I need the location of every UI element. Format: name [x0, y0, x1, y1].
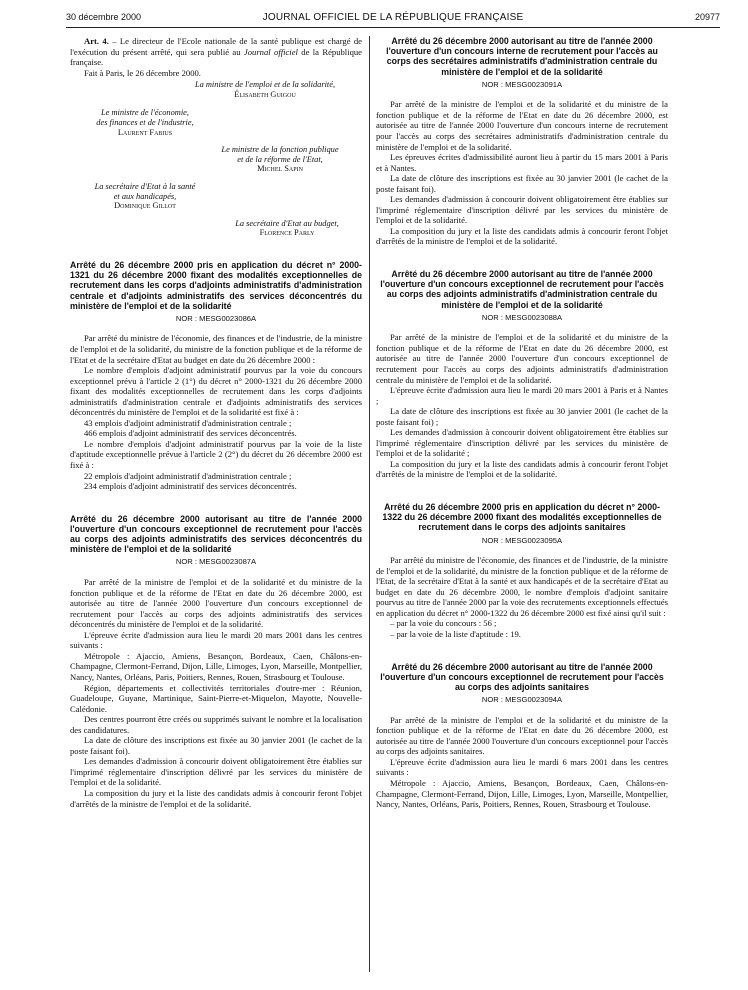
signature-name: Florence Parly: [259, 228, 315, 238]
signature-budget: [212, 219, 362, 238]
paragraph: Par arrêté du ministre de l'économie, des finances et de l'industrie, de la ministre de l'emploi et de la solidarité, du ministre de la fonction publique et de la réforme de l'Etat et de la secrétaire d'Etat au budget en date du 26 décembre 2000 :: [70, 333, 362, 365]
paragraph: L'épreuve écrite d'admission aura lieu le mardi 20 mars 2001 dans les centres suivants :: [70, 629, 362, 651]
article-title-concours-secretaires: Arrêté du 26 décembre 2000 autorisant au titre de l'année 2000 l'ouverture d'un concours interne de recrutement pour l'accès au corps des secrétaires administratifs d'administration centrale du ministère de l'emploi et de la solidarité: [386, 36, 658, 77]
paragraph: 22 emplois d'adjoint administratif d'administration centrale ;: [84, 470, 292, 481]
signature-sante: [70, 182, 220, 211]
paragraph: Les épreuves écrites d'admissibilité auront lieu à partir du 15 mars 2001 à Paris et à Nantes.: [376, 152, 668, 173]
list-item: – par la voie de la liste d'aptitude : 19.: [390, 629, 521, 640]
signature-role: et aux handicapés,: [113, 191, 177, 201]
header-date: 30 décembre 2000: [66, 12, 142, 22]
paragraph: Par arrêté de la ministre de l'emploi et de la solidarité et du ministre de la fonction publique et de la réforme de l'Etat en date du 26 décembre 2000, est autorisée au titre de l'année 2000 l'ouverture d'un concours exceptionnel de recrutement pour l'accès au corps des adjoints administratifs des services déconcentrés du ministère de l'emploi et de la solidarité.: [70, 577, 362, 630]
article-title-decret-1321: Arrêté du 26 décembre 2000 pris en application du décret n° 2000-1321 du 26 décembre 2000 fixant des modalités exceptionnelles de recrutement dans les corps d'adjoints administratifs d'administration centrale et d'adjoints administratifs des services déconcentrés du ministère de l'emploi et de la solidarité: [70, 259, 362, 311]
nor-reference: NOR : MESG0023087A: [175, 557, 257, 567]
nor-reference: NOR : MESG0023095A: [481, 535, 563, 545]
nor-reference: NOR : MESG0023086A: [175, 313, 257, 323]
paragraph: Les demandes d'admission à concourir doivent obligatoirement être établies sur l'imprimé réglementaire d'inscription délivré par les services du ministère de l'emploi et de la solidarité.: [70, 756, 362, 788]
journal-title: JOURNAL OFFICIEL DE LA RÉPUBLIQUE FRANÇAISE: [262, 12, 524, 23]
nor-reference: NOR : MESG0023088A: [481, 312, 563, 322]
paragraph: Les demandes d'admission à concourir doivent obligatoirement être établies sur l'imprimé réglementaire d'inscription délivré par les services du ministère de l'emploi et de la solidarité ;: [376, 427, 668, 459]
article-4-text-end: de la République française.: [70, 46, 362, 68]
paragraph: 234 emplois d'adjoint administratif des services déconcentrés.: [84, 481, 297, 492]
paragraph: L'épreuve écrite d'admission aura lieu le mardi 6 mars 2001 dans les centres suivants :: [376, 756, 668, 778]
paragraph: 43 emplois d'adjoint administratif d'administration centrale ;: [84, 417, 292, 428]
paragraph: La composition du jury et la liste des candidats admis à concourir feront l'objet d'arrêtés de la ministre de l'emploi et de la solidarité.: [376, 225, 668, 247]
paragraph: Par arrêté de la ministre de l'emploi et de la solidarité et du ministre de la fonction publique et de la réforme de l'Etat en date du 26 décembre 2000, est autorisée au titre de l'année 2000 l'ouverture d'un concours interne de recrutement pour l'accès au corps des secrétaires administratifs d'administration centrale du ministère de l'emploi et de la solidarité.: [376, 99, 668, 152]
paragraph: 466 emplois d'adjoint administratif des services déconcentrés.: [84, 428, 297, 439]
signature-fonction-publique: [198, 145, 362, 174]
article-title-concours-adjoints-centrale: Arrêté du 26 décembre 2000 autorisant au titre de l'année 2000 l'ouverture d'un concours exceptionnel de recrutement pour l'accès au corps des adjoints administratifs d'administration centrale du ministère de l'emploi et de la solidarité: [380, 269, 664, 310]
paragraph: Le nombre d'emplois d'adjoint administratif pourvus par la voie du concours exceptionnel prévu à l'article 2 (1°) du décret n° 2000-1321 du 26 décembre 2000 fixant des modalités exceptionnelles de recrutement dans les corps d'adjoints administratifs d'administration centrale et d'adjoints administratifs des services déconcentrés du ministère de l'emploi et de la solidarité est fixé à :: [70, 365, 362, 418]
signature-role: Le ministre de la fonction publique: [221, 145, 339, 155]
article-4-label: Art. 4.: [84, 36, 109, 46]
signature-role: La secrétaire d'Etat à la santé: [94, 181, 196, 191]
article-title-concours-services: Arrêté du 26 décembre 2000 autorisant au titre de l'année 2000 l'ouverture d'un concours exceptionnel de recrutement pour l'accès au corps des adjoints administratifs des services déconcentrés du ministère de l'emploi et de la solidarité: [70, 513, 362, 555]
right-column: [376, 36, 668, 810]
paragraph: Métropole : Ajaccio, Amiens, Besançon, Bordeaux, Caen, Châlons-en-Champagne, Clermont-Ferrand, Dijon, Lille, Limoges, Lyon, Marseille, Montpellier, Nancy, Nantes, Orléans, Paris, Poitiers, Rennes, Rouen, Strasbourg et Toulouse.: [376, 778, 668, 810]
page-number: 20977: [694, 12, 720, 22]
article-title-decret-1322: Arrêté du 26 décembre 2000 pris en application du décret n° 2000-1322 du 26 décembre 2000 fixant des modalités exceptionnelles de recrutement dans le corps des adjoints sanitaires: [382, 502, 662, 533]
list-item: – par la voie du concours : 56 ;: [390, 618, 497, 629]
signature-role: et de la réforme de l'Etat,: [237, 154, 323, 164]
nor-reference: NOR : MESG0023094A: [481, 695, 563, 705]
paragraph: Par arrêté de la ministre de l'emploi et de la solidarité et du ministre de la fonction publique et de la réforme de l'Etat en date du 26 décembre 2000, est autorisée au titre de l'année 2000 l'ouverture d'un concours exceptionnel pour l'accès au corps des adjoints sanitaires.: [376, 714, 668, 757]
paragraph: Des centres pourront être créés ou supprimés suivant le nombre et la localisation des candidatures.: [70, 714, 362, 735]
nor-reference: NOR : MESG0023091A: [481, 79, 563, 89]
left-column: [70, 36, 362, 809]
signature-name: Laurent Fabius: [117, 127, 173, 137]
paragraph: La composition du jury et la liste des candidats admis à concourir feront l'objet d'arrêtés de la ministre de l'emploi et de la solidarité.: [376, 458, 668, 480]
paragraph: Région, départements et collectivités territoriales d'outre-mer : Réunion, Guadeloupe, Guyane, Martinique, Saint-Pierre-et-Miquelon, Mayotte, Nouvelle-Calédonie.: [70, 682, 362, 714]
signature-role: La ministre de l'emploi et de la solidarité,: [194, 80, 336, 90]
paragraph: Les demandes d'admission à concourir doivent obligatoirement être établies sur l'imprimé réglementaire d'inscription délivré par les services du ministère de l'emploi et de la solidarité.: [376, 194, 668, 226]
paragraph: Par arrêté du ministre de l'économie, des finances et de l'industrie, de la ministre de l'emploi et de la solidarité, du ministre de la fonction publique et de la réforme de l'Etat, de la secrétaire d'Etat à la santé et aux handicapés et de la secrétaire d'Etat au budget en date du 26 décembre 2000, le nombre d'emplois d'adjoint sanitaire pourvus au titre de l'année 2000 par la voie des recrutements exceptionnels effectués en application du décret n° 2000-1322 du 26 décembre 2000 est fixé ainsi qu'il suit :: [376, 555, 668, 618]
journal-officiel-ref: Journal officiel: [243, 46, 298, 57]
paragraph: Par arrêté de la ministre de l'emploi et de la solidarité et du ministre de la fonction publique et de la réforme de l'Etat en date du 26 décembre 2000, est autorisée au titre de l'année 2000 l'ouverture d'un concours exceptionnel de recrutement pour l'accès au corps des adjoints administratifs d'administration centrale du ministère de l'emploi et de la solidarité.: [376, 332, 668, 385]
signature-name: Michel Sapin: [257, 164, 303, 174]
paragraph: La date de clôture des inscriptions est fixée au 30 janvier 2001 (le cachet de la poste faisant foi) ;: [376, 406, 668, 427]
fait-a-paris: Fait à Paris, le 26 décembre 2000.: [84, 67, 201, 78]
article-title-concours-adjoints-sanitaires: Arrêté du 26 décembre 2000 autorisant au titre de l'année 2000 l'ouverture d'un concours exceptionnel de recrutement pour l'accès au corps des adjoints sanitaires: [380, 661, 664, 692]
paragraph: La date de clôture des inscriptions est fixée au 30 janvier 2001 (le cachet de la poste faisant foi).: [70, 735, 362, 756]
page-header: [66, 12, 720, 26]
signature-name: Dominique Gillot: [114, 201, 176, 211]
article-4: [70, 36, 362, 68]
paragraph: La date de clôture des inscriptions est fixée au 30 janvier 2001 (le cachet de la poste faisant foi).: [376, 173, 668, 194]
paragraph: L'épreuve écrite d'admission aura lieu le mardi 20 mars 2001 à Paris et à Nantes ;: [376, 385, 668, 406]
signature-emploi: [168, 80, 362, 99]
article-4-text: – Le directeur de l'Ecole nationale de la santé publique est chargé de l'exécution du présent arrêté, qui sera publié au: [70, 36, 362, 57]
paragraph: La composition du jury et la liste des candidats admis à concourir feront l'objet d'arrêtés de la ministre de l'emploi et de la solidarité.: [70, 787, 362, 809]
header-rule: [66, 27, 720, 28]
signature-name: Élisabeth Guigou: [234, 89, 296, 99]
signature-economie: [70, 108, 220, 137]
signature-role: des finances et de l'industrie,: [96, 117, 194, 127]
paragraph: Le nombre d'emplois d'adjoint administratif pourvus par la voie de la liste d'aptitude exceptionnelle prévue à l'article 2 (2°) du décret du 26 décembre 2000 est fixé à :: [70, 438, 362, 471]
signature-block: [70, 80, 362, 238]
signature-role: La secrétaire d'Etat au budget,: [235, 218, 339, 228]
column-divider: [369, 36, 370, 972]
signature-role: Le ministre de l'économie,: [100, 108, 189, 118]
paragraph: Métropole : Ajaccio, Amiens, Besançon, Bordeaux, Caen, Châlons-en-Champagne, Clermont-Ferrand, Dijon, Lille, Limoges, Lyon, Marseille, Montpellier, Nancy, Nantes, Orléans, Paris, Poitiers, Rennes, Rouen, Strasbourg et Toulouse.: [70, 650, 362, 682]
